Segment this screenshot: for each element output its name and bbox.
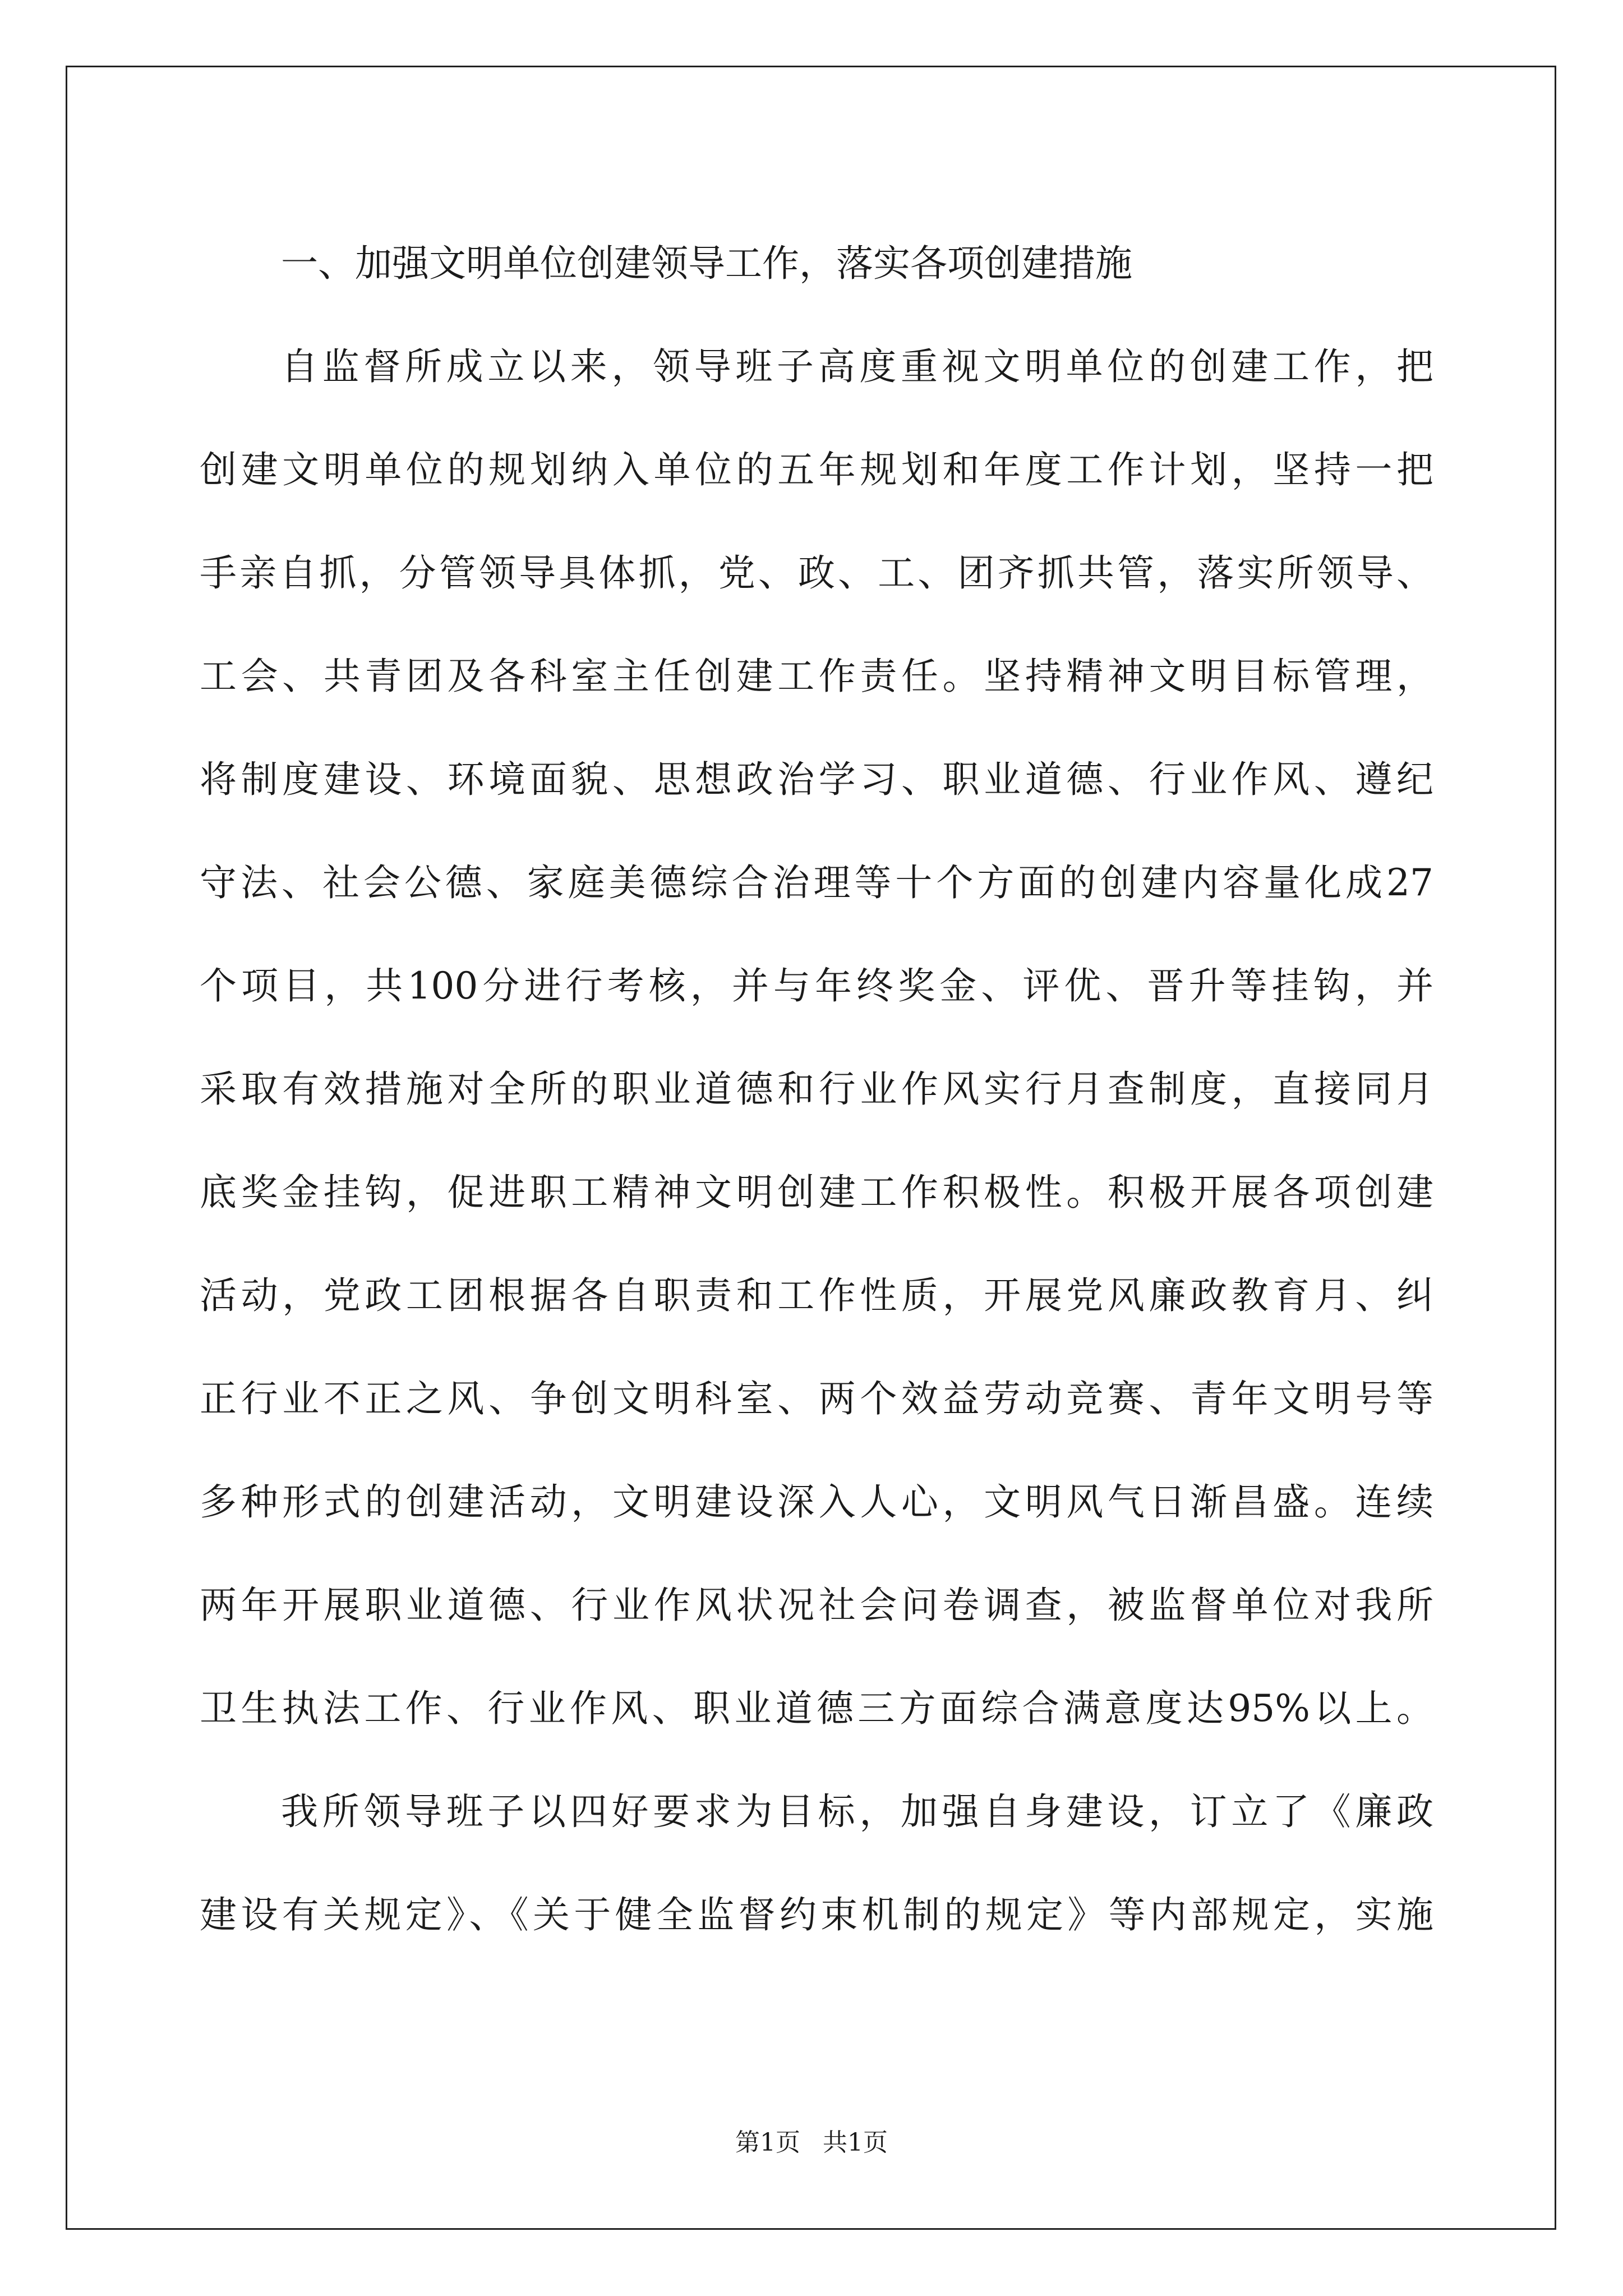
paragraph-2-line-2: 建设有关规定》、《关于健全监督约束机制的规定》等内部规定，实施	[200, 1893, 1433, 1936]
paragraph-1-line-2: 创建文明单位的规划纳入单位的五年规划和年度工作计划，坚持一把	[200, 448, 1433, 491]
paragraph-1-line-13: 两年开展职业道德、行业作风状况社会问卷调查，被监督单位对我所	[200, 1584, 1433, 1627]
paragraph-1-line-7: 个项目，共100分进行考核，并与年终奖金、评优、晋升等挂钩，并	[200, 964, 1433, 1007]
total-pages: 共1页	[823, 2128, 888, 2157]
paragraph-1-line-11: 正行业不正之风、争创文明科室、两个效益劳动竞赛、青年文明号等	[200, 1377, 1433, 1420]
page-number: 第1页	[735, 2128, 800, 2157]
paragraph-2-line-1: 我所领导班子以四好要求为目标，加强自身建设，订立了《廉政	[281, 1790, 1433, 1833]
paragraph-1-line-10: 活动，党政工团根据各自职责和工作性质，开展党风廉政教育月、纠	[200, 1274, 1433, 1317]
paragraph-1-line-12: 多种形式的创建活动，文明建设深入人心，文明风气日渐昌盛。连续	[200, 1480, 1433, 1524]
paragraph-1-line-14: 卫生执法工作、行业作风、职业道德三方面综合满意度达95%以上。	[200, 1687, 1433, 1730]
document-body	[200, 212, 1433, 1967]
paragraph-1-line-4: 工会、共青团及各科室主任创建工作责任。坚持精神文明目标管理，	[200, 655, 1433, 698]
paragraph-1-line-6: 守法、社会公德、家庭美德综合治理等十个方面的创建内容量化成27	[200, 861, 1433, 904]
page-footer	[0, 2126, 1623, 2160]
paragraph-1-line-3: 手亲自抓，分管领导具体抓，党、政、工、团齐抓共管，落实所领导、	[200, 551, 1433, 595]
paragraph-1-line-9: 底奖金挂钩，促进职工精神文明创建工作积极性。积极开展各项创建	[200, 1171, 1433, 1214]
section-heading: 一、加强文明单位创建领导工作，落实各项创建措施	[281, 242, 1132, 285]
paragraph-1-line-8: 采取有效措施对全所的职业道德和行业作风实行月查制度，直接同月	[200, 1068, 1433, 1111]
paragraph-1-line-5: 将制度建设、环境面貌、思想政治学习、职业道德、行业作风、遵纪	[200, 758, 1433, 801]
paragraph-1-line-1: 自监督所成立以来，领导班子高度重视文明单位的创建工作，把	[281, 345, 1433, 388]
